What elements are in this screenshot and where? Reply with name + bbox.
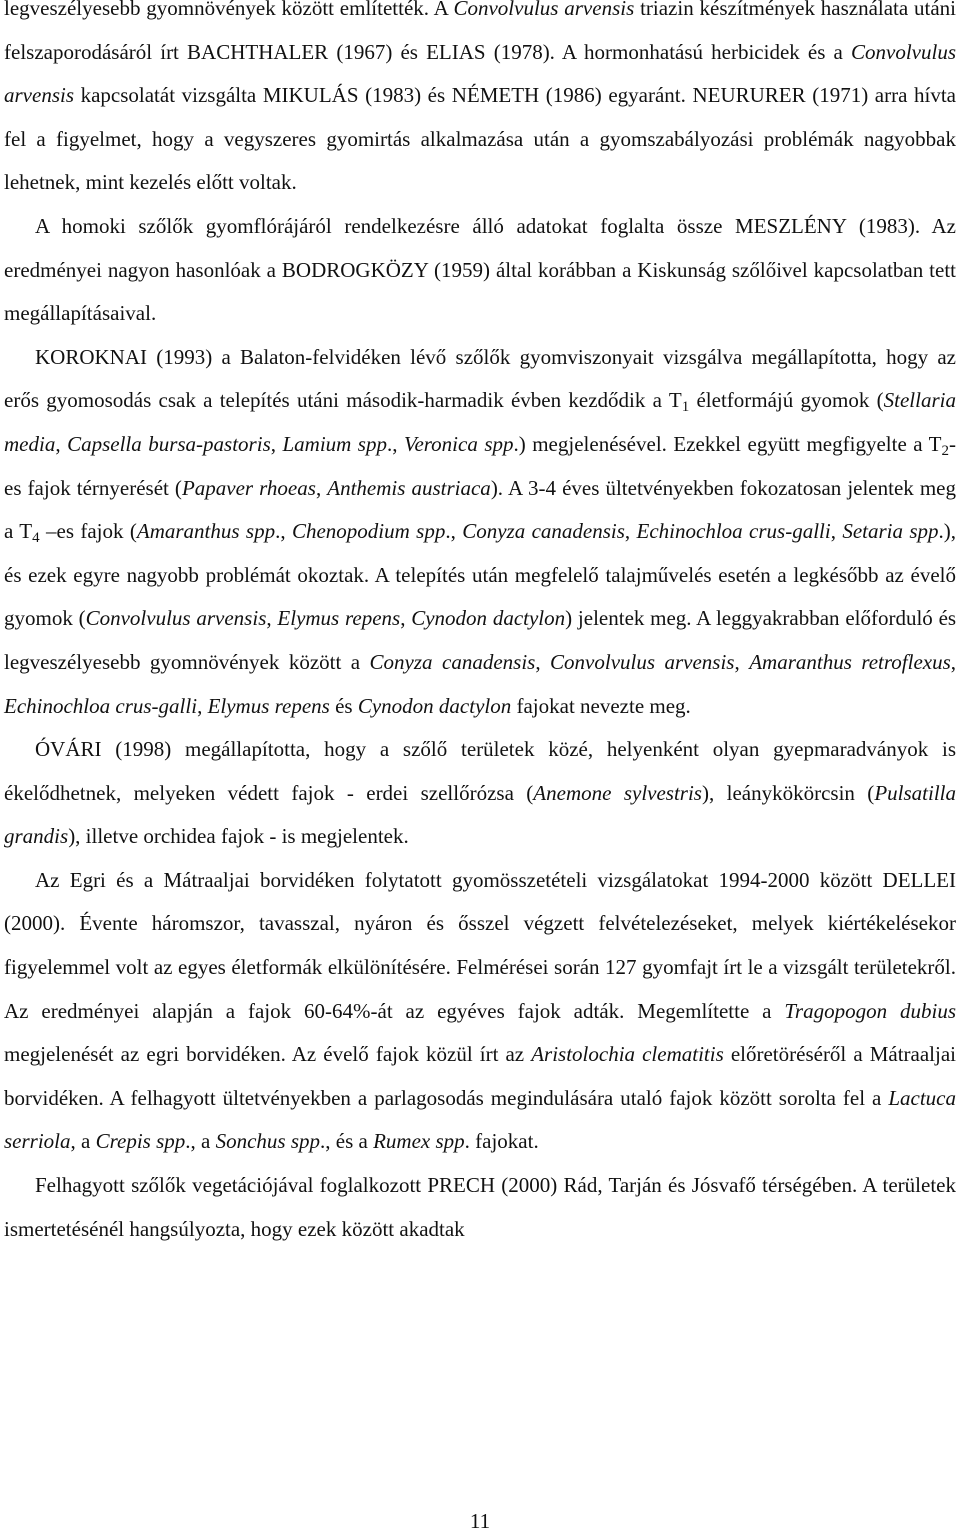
- text-run: ,: [55, 431, 68, 456]
- subscript-text: 4: [32, 530, 40, 547]
- text-run: legveszélyesebb gyomnövények között említették. A: [4, 0, 454, 20]
- text-run: KOROKNAI (1993) a Balaton-felvidéken lévő szőlők gyomviszonyait vizsgálva megállapította, hogy az erős gyomosodás csak a telepítés utáni második-harmadik évben kezdődik a T: [4, 344, 956, 413]
- species-name: Amaranthus spp: [136, 519, 276, 544]
- species-name: Setaria spp: [842, 519, 939, 544]
- text-run: ), illetve orchidea fajok - is megjelentek.: [68, 824, 409, 849]
- species-name: Cynodon dactylon: [357, 693, 512, 718]
- text-run: ,: [830, 519, 843, 544]
- subscript-text: 1: [681, 399, 690, 416]
- text-run: .,: [275, 519, 292, 544]
- text-run: életformájú gyomok (: [689, 388, 884, 413]
- species-name: Tragopogon dubius: [784, 998, 956, 1023]
- text-run: ., és a: [320, 1129, 374, 1154]
- paragraph: [4, 205, 956, 336]
- species-name: Echinochloa crus-galli: [636, 519, 831, 544]
- species-name: Anemone sylvestris: [533, 780, 702, 805]
- text-run: ,: [734, 649, 750, 674]
- text-run: ,: [624, 519, 637, 544]
- text-run: . fajokat.: [464, 1129, 539, 1154]
- species-name: Capsella bursa-pastoris: [67, 431, 271, 456]
- species-name: Elymus repens: [207, 693, 330, 718]
- text-run: ,: [315, 475, 328, 500]
- text-run: és: [329, 693, 358, 718]
- text-run: ), leánykökörcsin (: [701, 780, 875, 805]
- species-name: Convolvulus arvensis: [4, 39, 956, 108]
- text-run: .,: [386, 431, 404, 456]
- paragraph: [4, 336, 956, 728]
- text-run: ÓVÁRI (1998) megállapította, hogy a szőlő területek közé, helyenként olyan gyepmaradványok is ékelődhetnek, melyeken védett fajok - erdei szellőrózsa (: [4, 737, 956, 805]
- text-run: ,: [950, 649, 957, 674]
- species-name: Conyza canadensis: [462, 519, 625, 544]
- text-run: .,: [445, 519, 463, 544]
- species-name: Lactuca serriola: [4, 1085, 956, 1154]
- text-run: , a: [70, 1129, 96, 1154]
- species-name: Papaver rhoeas: [181, 475, 316, 500]
- document-body: [4, 0, 956, 1251]
- species-name: Convolvulus arvensis: [85, 606, 267, 631]
- text-run: -es fajok térnyerését (: [4, 431, 956, 500]
- text-run: Felhagyott szőlők vegetációjával foglalkozott PRECH (2000) Rád, Tarján és Jósvafő térségében. A területek ismertetésénél hangsúlyozta, hogy ezek között akadtak: [4, 1173, 956, 1241]
- paragraph: [4, 0, 956, 205]
- text-run: .), és ezek egyre nagyobb problémát okoztak. A telepítés után megfelelő talajművelés esetén a legkésőbb az évelő gyomok (: [4, 519, 957, 631]
- species-name: Chenopodium spp: [291, 519, 446, 544]
- text-run: ., a: [185, 1129, 216, 1154]
- species-name: Aristolochia clematitis: [531, 1042, 724, 1067]
- text-run: ) jelentek meg. A leggyakrabban előforduló és legveszélyesebb gyomnövények között a: [4, 606, 957, 674]
- text-run: ,: [400, 606, 412, 631]
- species-name: Cynodon dactylon: [411, 606, 566, 631]
- species-name: Stellaria media: [4, 388, 956, 456]
- paragraph: [4, 859, 956, 1164]
- subscript-text: 2: [941, 442, 949, 459]
- species-name: Lamium spp: [282, 431, 387, 456]
- text-run: kapcsolatát vizsgálta MIKULÁS (1983) és NÉMETH (1986) egyaránt. NEURURER (1971) arra hívta fel a figyelmet, hogy a vegyszeres gyomirtás alkalmazása után a gyomszabályozási problémák nagyobbak lehetnek, mint kezelés előtt voltak.: [4, 83, 956, 195]
- species-name: Anthemis austriaca: [327, 475, 491, 500]
- page-number: 11: [469, 1509, 491, 1533]
- text-run: előretöréséről a Mátraaljai borvidéken. A felhagyott ültetvényekben a parlagosodás megindulására utaló fajok között sorolta fel a: [4, 1042, 957, 1110]
- species-name: Crepis spp: [95, 1129, 186, 1154]
- species-name: Veronica spp: [403, 431, 514, 456]
- species-name: Convolvulus arvensis: [453, 0, 635, 20]
- text-run: ,: [266, 606, 278, 631]
- species-name: Convolvulus arvensis: [550, 649, 735, 674]
- text-run: A homoki szőlők gyomflórájáról rendelkezésre álló adatokat foglalta össze MESZLÉNY (1983). Az eredményei nagyon hasonlóak a BODROGKÖZY (1959) által korábban a Kiskunság szőlőivel kapcsolatban tett megállapításaival.: [4, 213, 956, 326]
- text-run: ,: [197, 693, 208, 718]
- paragraph: [4, 728, 956, 859]
- species-name: Sonchus spp: [215, 1129, 320, 1154]
- species-name: Elymus repens: [277, 606, 401, 631]
- text-run: Az Egri és a Mátraaljai borvidéken folytatott gyomösszetételi vizsgálatokat 1994-2000 között DELLEI (2000). Évente háromszor, tavasszal, nyáron és ősszel végzett felvételezéseket, melyek kiértékelésekor figyelemmel volt az egyes életformák elkülönítésére. Felmérései során 127 gyomfajt írt le a vizsgált területekről. Az eredményei alapján a fajok 60-64%-át az egyéves fajok adták. Megemlítette a: [4, 867, 956, 1023]
- text-run: fajokat nevezte meg.: [511, 693, 691, 718]
- text-run: ,: [535, 649, 551, 674]
- text-run: ,: [270, 431, 283, 456]
- text-run: ). A 3-4 éves ültetvényekben fokozatosan jelentek meg a T: [4, 475, 957, 544]
- species-name: Conyza canadensis: [369, 649, 536, 674]
- text-run: triazin készítmények használata utáni felszaporodásáról írt BACHTHALER (1967) és ELIAS (1978). A hormonhatású herbicidek és a: [4, 0, 956, 64]
- text-run: –es fajok (: [39, 519, 137, 544]
- text-run: megjelenését az egri borvidéken. Az évelő fajok közül írt az: [4, 1042, 532, 1067]
- species-name: Pulsatilla grandis: [4, 780, 956, 849]
- species-name: Echinochloa crus-galli: [4, 693, 198, 718]
- text-run: .) megjelenésével. Ezekkel együtt megfigyelte a T: [513, 431, 942, 456]
- species-name: Rumex spp: [373, 1129, 465, 1154]
- paragraph: [4, 1164, 956, 1251]
- species-name: Amaranthus retroflexus: [749, 649, 951, 674]
